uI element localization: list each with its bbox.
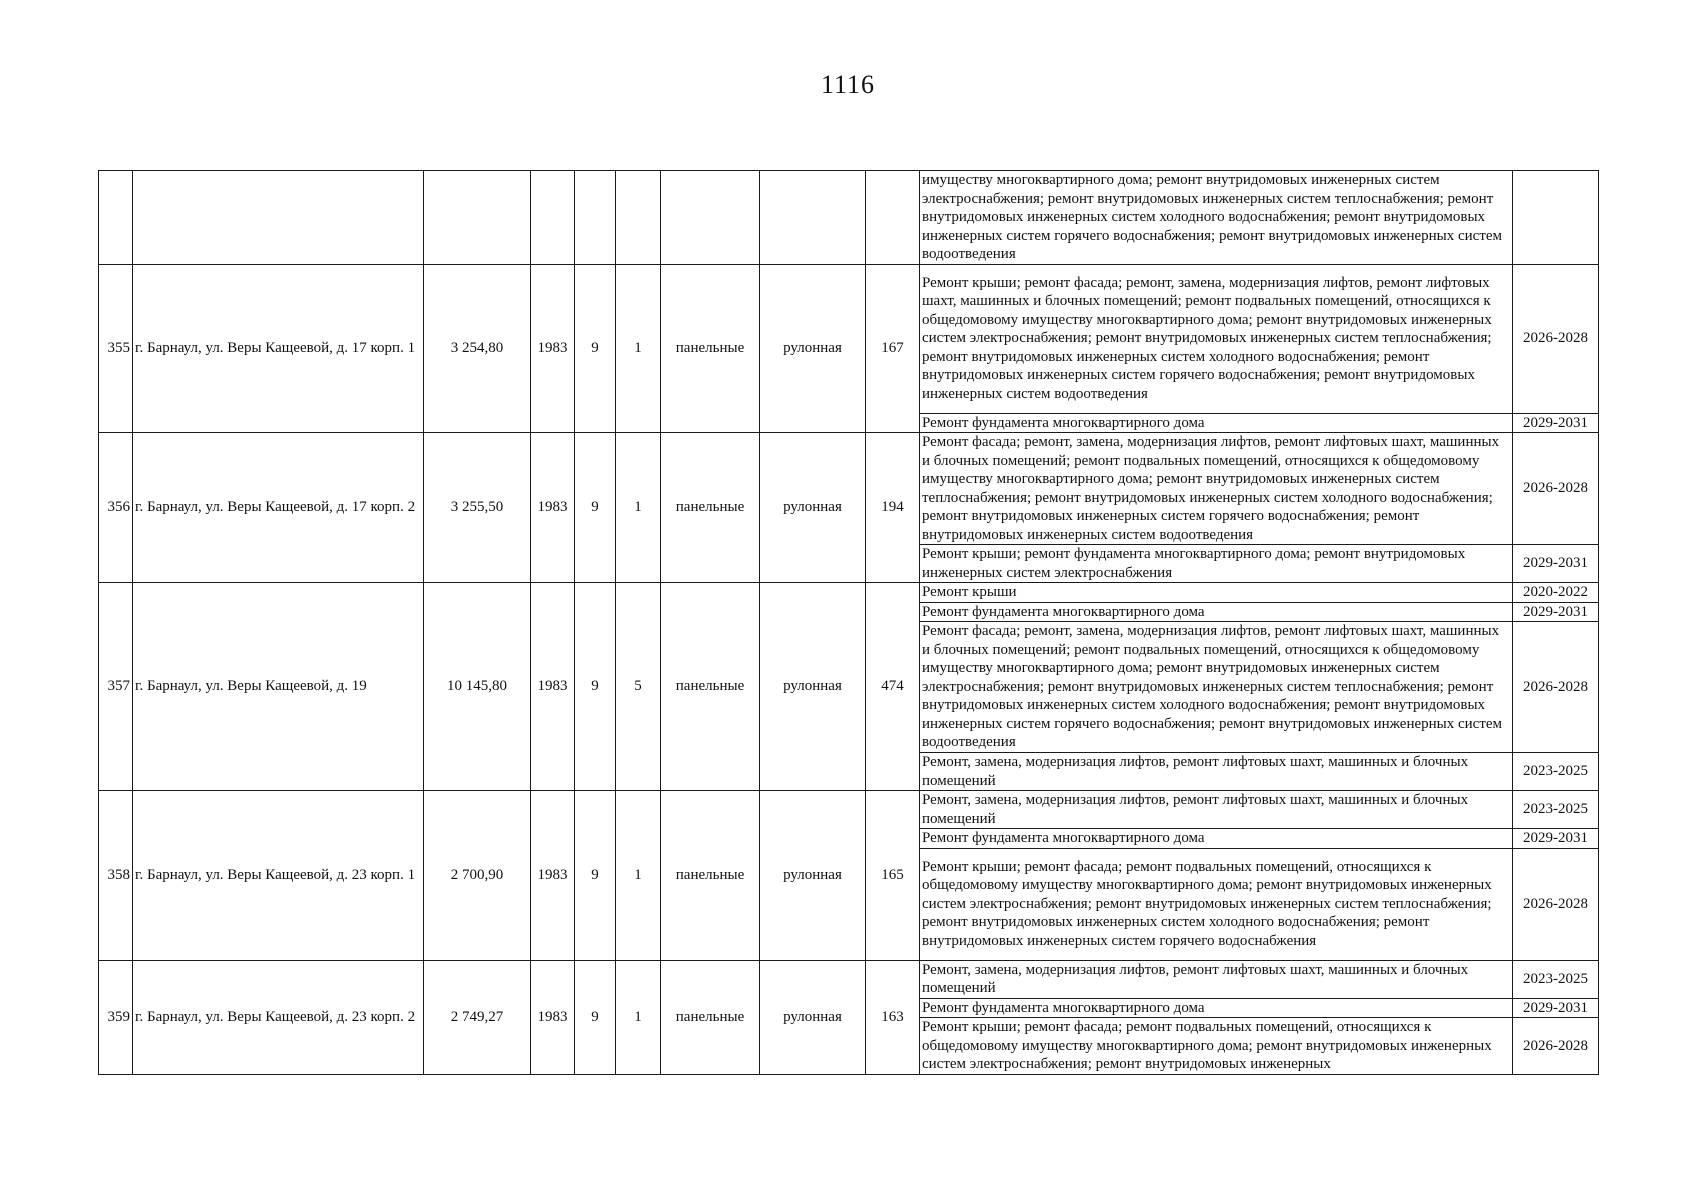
- work-description: Ремонт фундамента многоквартирного дома: [920, 602, 1513, 622]
- work-period: 2023-2025: [1513, 791, 1599, 829]
- address-cell: г. Барнаул, ул. Веры Кащеевой, д. 17 корп. 2: [133, 433, 424, 583]
- walls-cell: панельные: [661, 583, 760, 791]
- row-number: 356: [99, 433, 133, 583]
- row-number: 359: [99, 960, 133, 1074]
- table-row: [99, 791, 1599, 829]
- entrances-cell: 1: [616, 960, 661, 1074]
- roof-cell: рулонная: [760, 264, 866, 433]
- year-cell: 1983: [531, 583, 575, 791]
- work-description: Ремонт, замена, модернизация лифтов, ремонт лифтовых шахт, машинных и блочных помещений: [920, 791, 1513, 829]
- work-period: 2029-2031: [1513, 829, 1599, 849]
- area-cell: 3 254,80: [424, 264, 531, 433]
- work-description: Ремонт, замена, модернизация лифтов, ремонт лифтовых шахт, машинных и блочных помещений: [920, 960, 1513, 998]
- work-period: [1513, 171, 1599, 265]
- roof-cell: рулонная: [760, 433, 866, 583]
- year-cell: 1983: [531, 264, 575, 433]
- row-number: 357: [99, 583, 133, 791]
- work-description: Ремонт крыши; ремонт фасада; ремонт подвальных помещений, относящихся к общедомовому имуществу многоквартирного дома; ремонт внутридомовых инженерных систем электроснабжения; ремонт внутридомовых инженерных систем теплоснабжения; ремонт внутридомовых инженерных систем холодного водоснабжения; ремонт внутридомовых инженерных систем горячего водоснабжения: [920, 848, 1513, 960]
- walls-cell: панельные: [661, 264, 760, 433]
- floors-cell: 9: [575, 264, 616, 433]
- residents-cell: 194: [866, 433, 920, 583]
- row-number: 358: [99, 791, 133, 961]
- entrances-cell: 1: [616, 264, 661, 433]
- year-cell: 1983: [531, 433, 575, 583]
- area-cell: 2 749,27: [424, 960, 531, 1074]
- registry-table: [98, 170, 1599, 1075]
- table-row: [99, 583, 1599, 603]
- work-description: имуществу многоквартирного дома; ремонт внутридомовых инженерных систем электроснабжения; ремонт внутридомовых инженерных систем теплоснабжения; ремонт внутридомовых инженерных систем холодного водоснабжения; ремонт внутридомовых инженерных систем горячего водоснабжения; ремонт внутридомовых инженерных систем водоотведения: [920, 171, 1513, 265]
- area-cell: 10 145,80: [424, 583, 531, 791]
- roof-cell: [760, 171, 866, 265]
- address-cell: г. Барнаул, ул. Веры Кащеевой, д. 19: [133, 583, 424, 791]
- work-description: Ремонт крыши: [920, 583, 1513, 603]
- year-cell: 1983: [531, 791, 575, 961]
- page-number: 1116: [820, 70, 876, 99]
- work-period: 2023-2025: [1513, 753, 1599, 791]
- walls-cell: панельные: [661, 791, 760, 961]
- walls-cell: панельные: [661, 960, 760, 1074]
- row-number: 355: [99, 264, 133, 433]
- roof-cell: рулонная: [760, 960, 866, 1074]
- address-cell: [133, 171, 424, 265]
- table-row: [99, 171, 1599, 265]
- year-cell: 1983: [531, 960, 575, 1074]
- floors-cell: 9: [575, 583, 616, 791]
- work-period: 2026-2028: [1513, 848, 1599, 960]
- residents-cell: 163: [866, 960, 920, 1074]
- work-description: Ремонт фундамента многоквартирного дома: [920, 829, 1513, 849]
- work-period: 2020-2022: [1513, 583, 1599, 603]
- residents-cell: [866, 171, 920, 265]
- floors-cell: 9: [575, 791, 616, 961]
- work-period: 2026-2028: [1513, 433, 1599, 545]
- work-description: Ремонт крыши; ремонт фасада; ремонт подвальных помещений, относящихся к общедомовому имуществу многоквартирного дома; ремонт внутридомовых инженерных систем электроснабжения; ремонт внутридомовых инженерных: [920, 1018, 1513, 1075]
- entrances-cell: 1: [616, 791, 661, 961]
- walls-cell: панельные: [661, 433, 760, 583]
- work-description: Ремонт фундамента многоквартирного дома: [920, 413, 1513, 433]
- work-period: 2026-2028: [1513, 264, 1599, 413]
- work-description: Ремонт крыши; ремонт фундамента многоквартирного дома; ремонт внутридомовых инженерных систем электроснабжения: [920, 545, 1513, 583]
- residents-cell: 165: [866, 791, 920, 961]
- roof-cell: рулонная: [760, 791, 866, 961]
- residents-cell: 474: [866, 583, 920, 791]
- work-description: Ремонт фасада; ремонт, замена, модернизация лифтов, ремонт лифтовых шахт, машинных и блочных помещений; ремонт подвальных помещений, относящихся к общедомовому имуществу многоквартирного дома; ремонт внутридомовых инженерных систем электроснабжения; ремонт внутридомовых инженерных систем теплоснабжения; ремонт внутридомовых инженерных систем холодного водоснабжения; ремонт внутридомовых инженерных систем горячего водоснабжения; ремонт внутридомовых инженерных систем водоотведения: [920, 622, 1513, 753]
- address-cell: г. Барнаул, ул. Веры Кащеевой, д. 23 корп. 2: [133, 960, 424, 1074]
- work-description: Ремонт, замена, модернизация лифтов, ремонт лифтовых шахт, машинных и блочных помещений: [920, 753, 1513, 791]
- walls-cell: [661, 171, 760, 265]
- table-row: [99, 264, 1599, 413]
- residents-cell: 167: [866, 264, 920, 433]
- entrances-cell: 1: [616, 433, 661, 583]
- work-description: Ремонт крыши; ремонт фасада; ремонт, замена, модернизация лифтов, ремонт лифтовых шахт, машинных и блочных помещений; ремонт подвальных помещений, относящихся к общедомовому имуществу многоквартирного дома; ремонт внутридомовых инженерных систем электроснабжения; ремонт внутридомовых инженерных систем теплоснабжения; ремонт внутридомовых инженерных систем холодного водоснабжения; ремонт внутридомовых инженерных систем горячего водоснабжения; ремонт внутридомовых инженерных систем водоотведения: [920, 264, 1513, 413]
- work-period: 2026-2028: [1513, 1018, 1599, 1075]
- area-cell: [424, 171, 531, 265]
- work-period: 2029-2031: [1513, 998, 1599, 1018]
- floors-cell: 9: [575, 960, 616, 1074]
- work-description: Ремонт фундамента многоквартирного дома: [920, 998, 1513, 1018]
- work-period: 2023-2025: [1513, 960, 1599, 998]
- floors-cell: [575, 171, 616, 265]
- work-period: 2029-2031: [1513, 413, 1599, 433]
- year-cell: [531, 171, 575, 265]
- row-number: [99, 171, 133, 265]
- entrances-cell: [616, 171, 661, 265]
- floors-cell: 9: [575, 433, 616, 583]
- entrances-cell: 5: [616, 583, 661, 791]
- work-description: Ремонт фасада; ремонт, замена, модернизация лифтов, ремонт лифтовых шахт, машинных и блочных помещений; ремонт подвальных помещений, относящихся к общедомовому имуществу многоквартирного дома; ремонт внутридомовых инженерных систем теплоснабжения; ремонт внутридомовых инженерных систем холодного водоснабжения; ремонт внутридомовых инженерных систем горячего водоснабжения; ремонт внутридомовых инженерных систем водоотведения: [920, 433, 1513, 545]
- roof-cell: рулонная: [760, 583, 866, 791]
- address-cell: г. Барнаул, ул. Веры Кащеевой, д. 17 корп. 1: [133, 264, 424, 433]
- table-row: [99, 433, 1599, 545]
- area-cell: 2 700,90: [424, 791, 531, 961]
- work-period: 2026-2028: [1513, 622, 1599, 753]
- work-period: 2029-2031: [1513, 602, 1599, 622]
- address-cell: г. Барнаул, ул. Веры Кащеевой, д. 23 корп. 1: [133, 791, 424, 961]
- area-cell: 3 255,50: [424, 433, 531, 583]
- table-row: [99, 960, 1599, 998]
- work-period: 2029-2031: [1513, 545, 1599, 583]
